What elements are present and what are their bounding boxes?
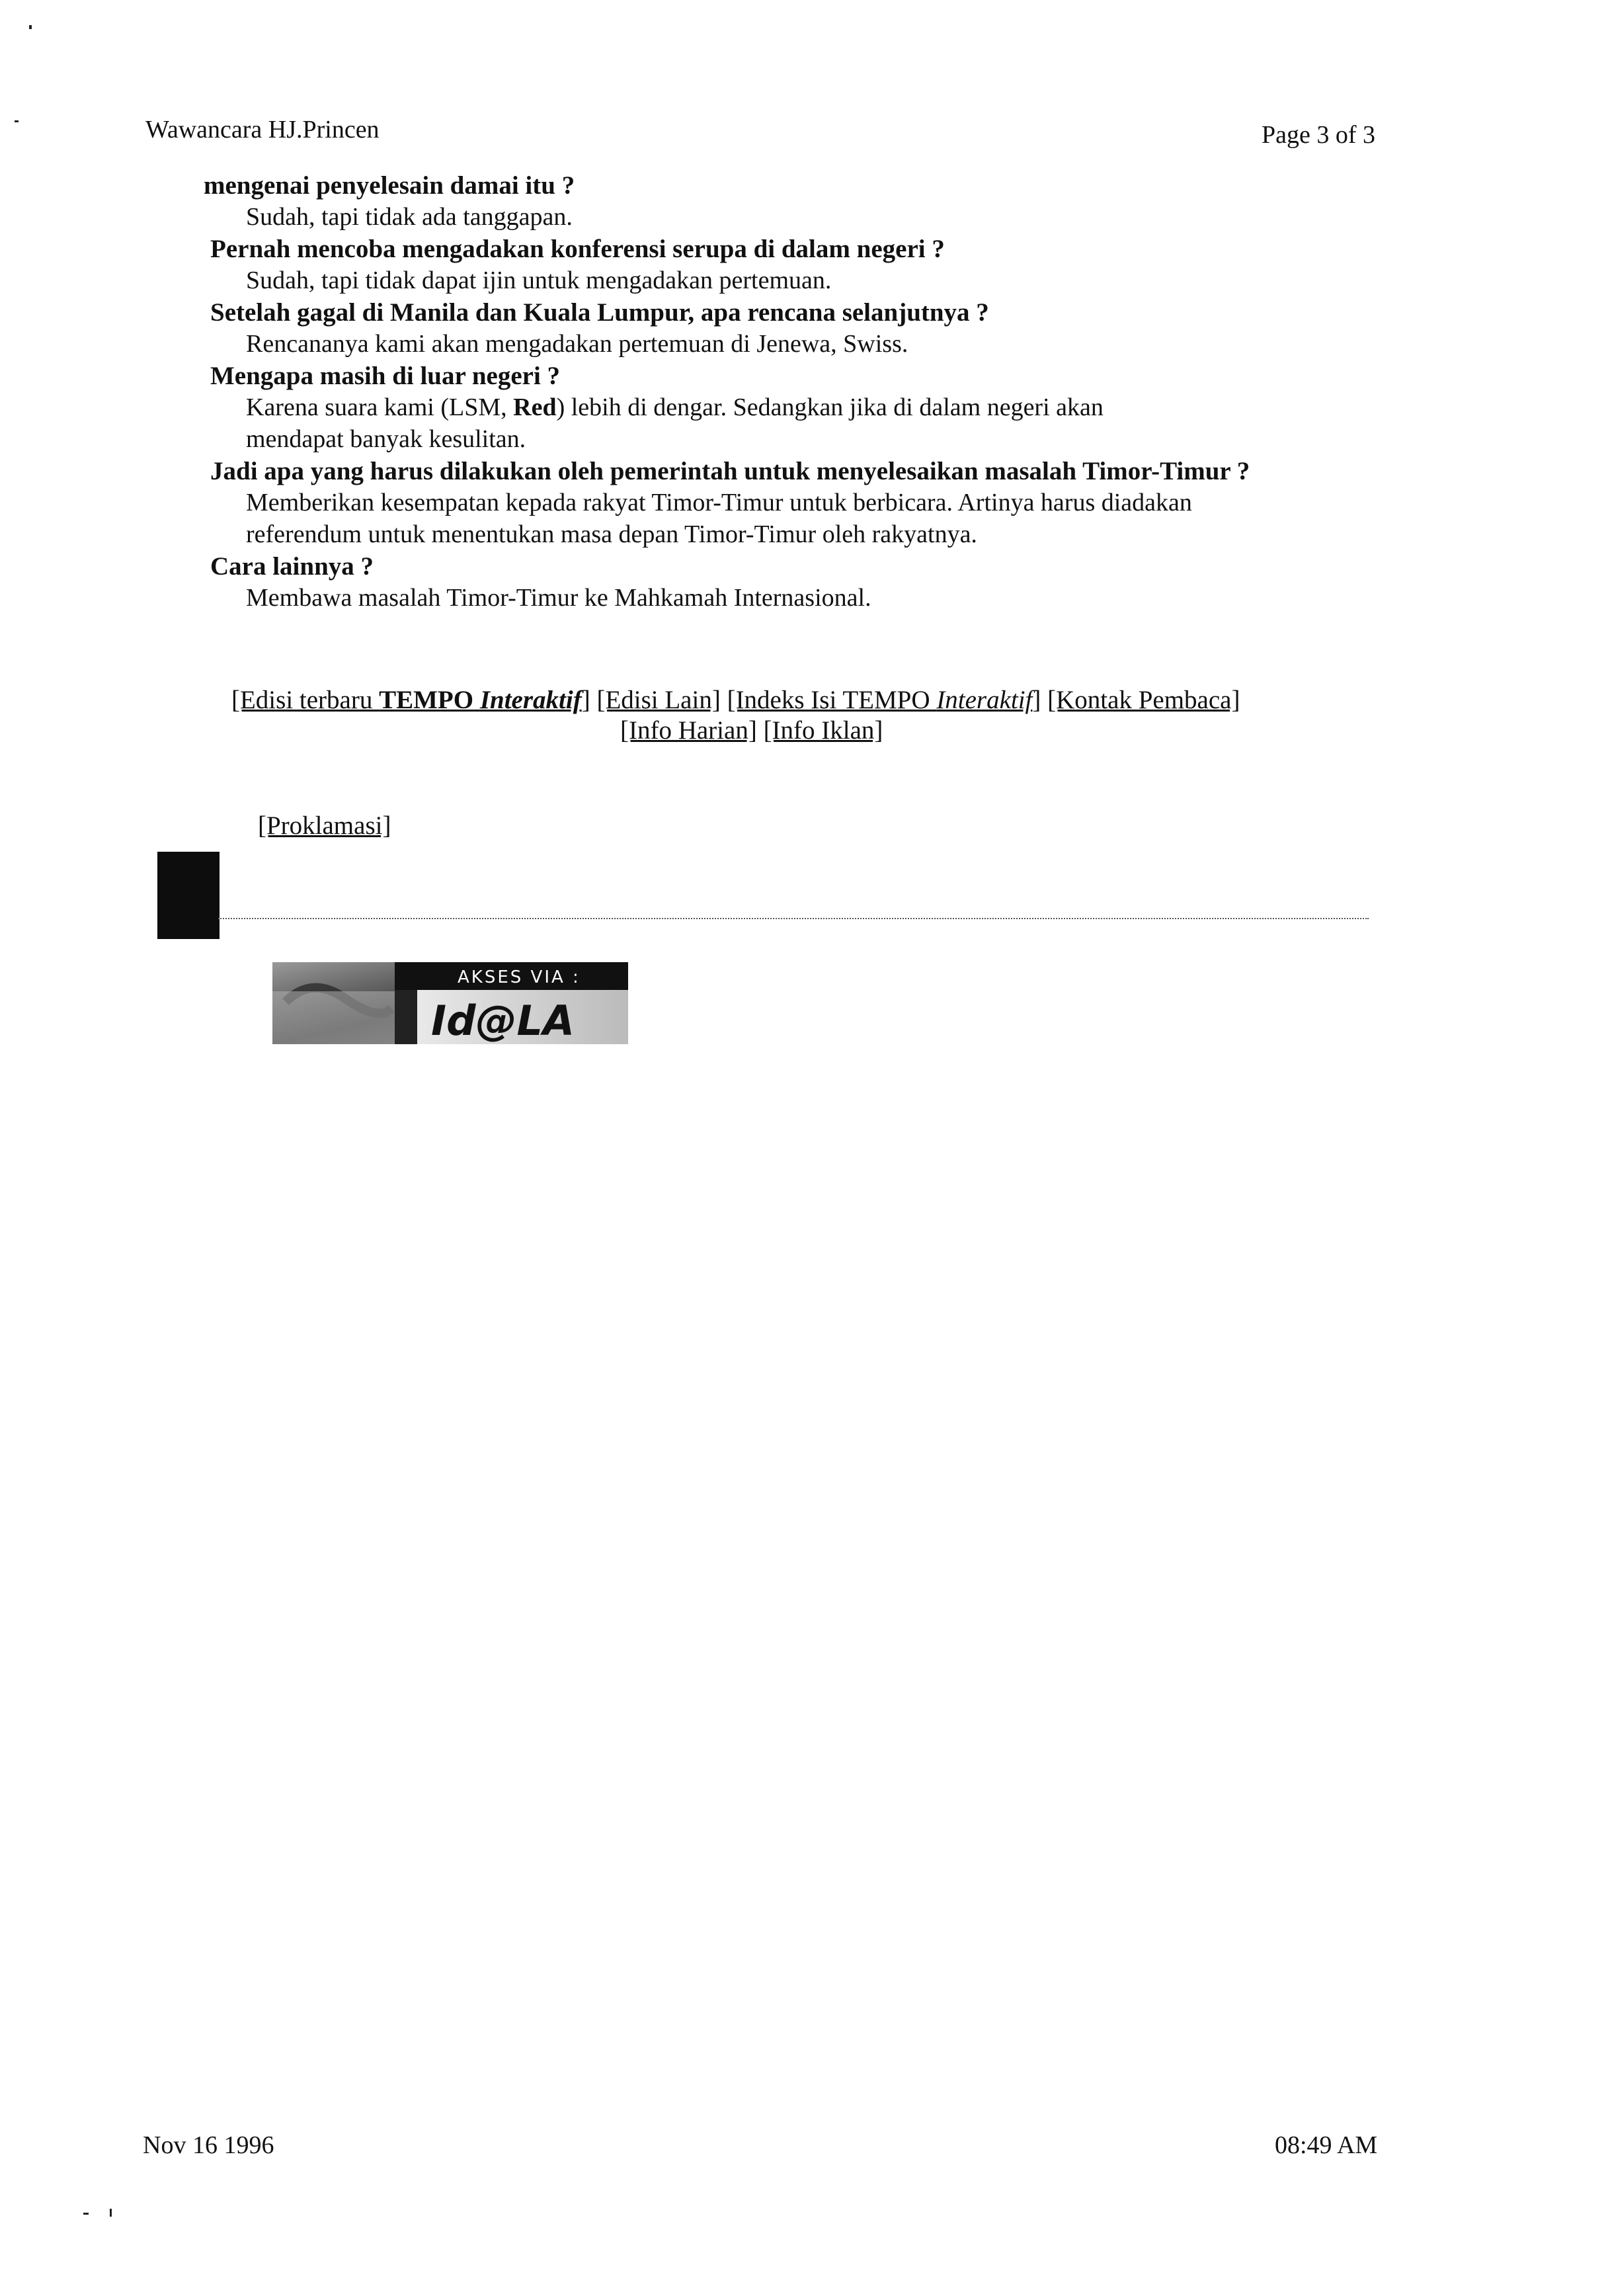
footer-date: Nov 16 1996 — [143, 2131, 274, 2159]
link-proklamasi-label[interactable]: [Proklamasi] — [258, 811, 391, 840]
document-title: Wawancara HJ.Princen — [145, 116, 380, 144]
question-1: mengenai penyelesain damai itu ? — [204, 171, 575, 200]
answer-3: Rencananya kami akan mengadakan pertemuan di Jenewa, Swiss. — [246, 330, 908, 358]
black-block-marker — [157, 852, 220, 939]
akses-via-idola-banner[interactable] — [272, 962, 628, 1044]
link-proklamasi[interactable] — [258, 811, 391, 840]
scan-speck — [110, 2209, 112, 2217]
nav-row-2 — [620, 716, 883, 745]
nav-row-1 — [231, 685, 1240, 715]
question-6: Cara lainnya ? — [210, 552, 374, 581]
horizontal-rule — [218, 918, 1369, 919]
scan-speck — [15, 120, 19, 122]
page-number: Page 3 of 3 — [1262, 121, 1376, 149]
link-edisi-lain[interactable]: [Edisi Lain] — [596, 686, 721, 714]
question-3: Setelah gagal di Manila dan Kuala Lumpur, apa rencana selanjutnya ? — [210, 298, 989, 327]
answer-1: Sudah, tapi tidak ada tanggapan. — [246, 203, 573, 231]
question-5: Jadi apa yang harus dilakukan oleh pemerintah untuk menyelesaikan masalah Timor-Timur ? — [210, 457, 1250, 485]
banner-line1: AKSES VIA : — [458, 967, 581, 987]
answer-2: Sudah, tapi tidak dapat ijin untuk mengadakan pertemuan. — [246, 266, 832, 294]
answer-4-line-1: Karena suara kami (LSM, Red) lebih di dengar. Sedangkan jika di dalam negeri akan — [246, 393, 1104, 421]
link-kontak-pembaca[interactable]: [Kontak Pembaca] — [1047, 686, 1240, 714]
footer-time: 08:49 AM — [1275, 2131, 1378, 2159]
link-info-iklan[interactable]: [Info Iklan] — [763, 716, 883, 745]
answer-5-line-2: referendum untuk menentukan masa depan Timor-Timur oleh rakyatnya. — [246, 520, 977, 548]
question-4: Mengapa masih di luar negeri ? — [210, 362, 561, 390]
link-indeks-isi[interactable]: [Indeks Isi TEMPO Interaktif] — [727, 686, 1041, 714]
link-info-harian[interactable]: [Info Harian] — [620, 716, 757, 745]
link-edisi-terbaru[interactable]: [Edisi terbaru TEMPO Interaktif] — [231, 686, 590, 714]
answer-6: Membawa masalah Timor-Timur ke Mahkamah Internasional. — [246, 584, 871, 612]
question-2: Pernah mencoba mengadakan konferensi serupa di dalam negeri ? — [210, 235, 945, 263]
banner-logo: Id@LA — [431, 997, 575, 1044]
scan-speck — [83, 2213, 89, 2215]
answer-4-line-2: mendapat banyak kesulitan. — [246, 425, 526, 453]
answer-5-line-1: Memberikan kesempatan kepada rakyat Timor-Timur untuk berbicara. Artinya harus diadakan — [246, 489, 1192, 516]
scan-speck — [29, 25, 32, 29]
